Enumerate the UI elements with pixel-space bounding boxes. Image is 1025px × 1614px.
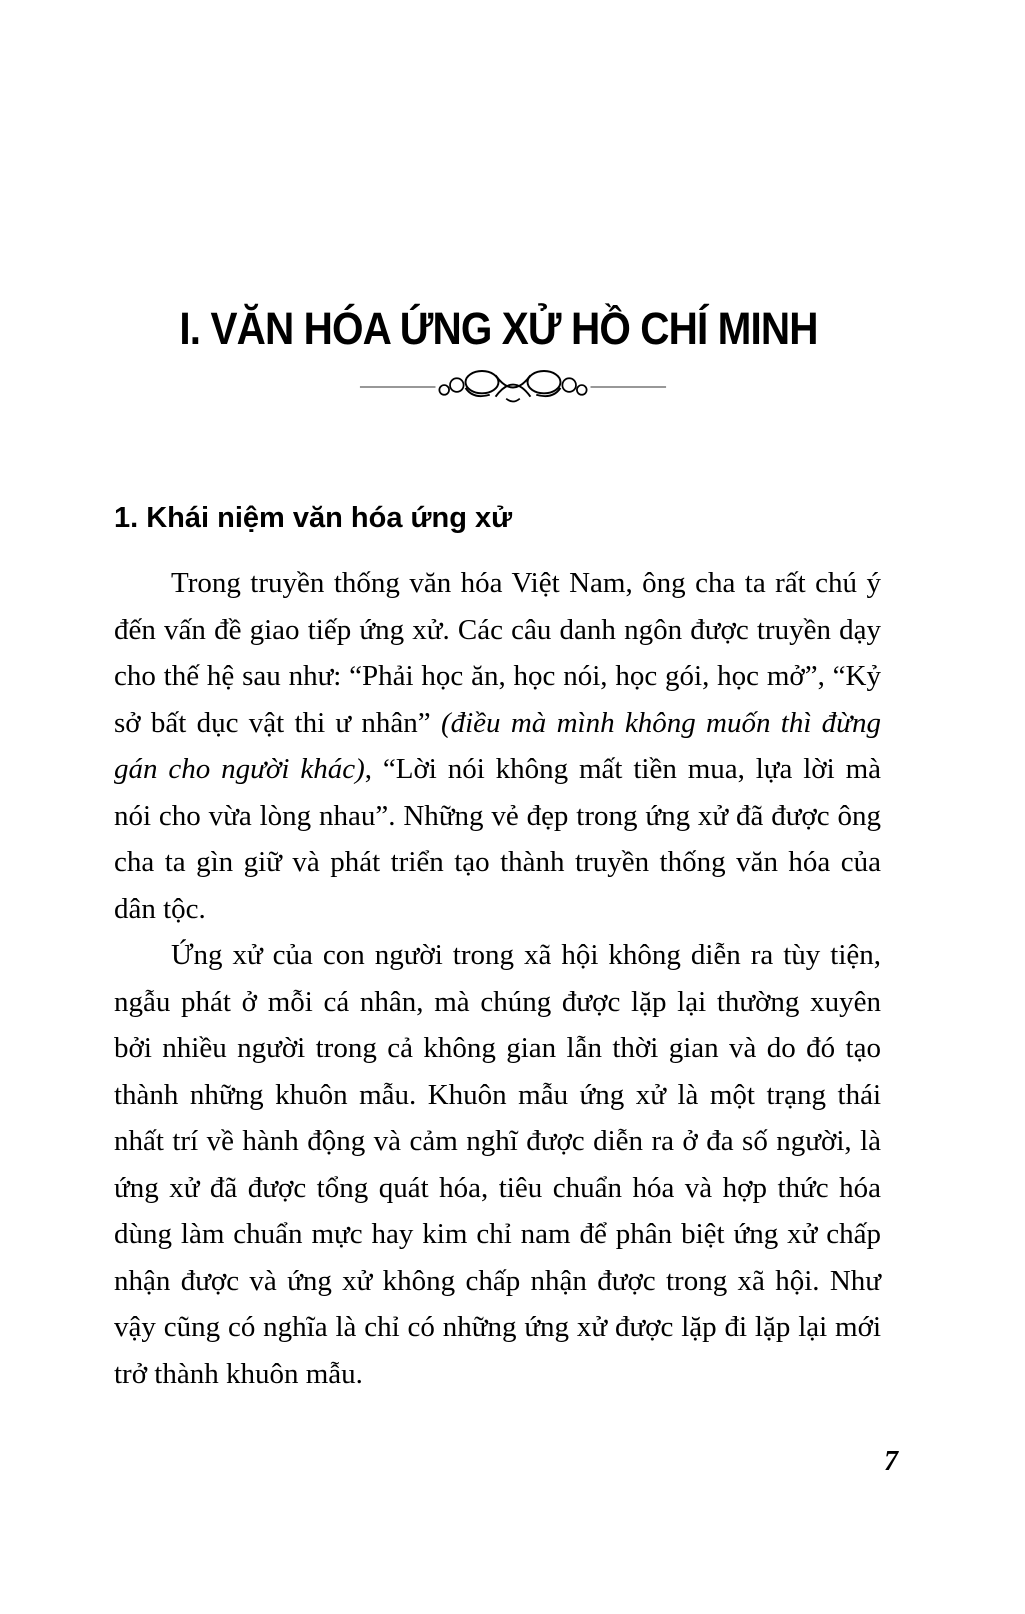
- paragraph-1-text: Trong truyền thống văn hóa Việt Nam, ông cha ta rất chú ý đến vấn đề giao tiếp ứng xử. Các câu danh ngôn được truyền dạy cho thế hệ sau như: “Phải học ăn, học nói, học gói, học mở”, “Kỷ sở bất dục vật thi ư nhân”: [114, 567, 881, 739]
- page-number: 7: [884, 1446, 898, 1477]
- body-text: [114, 560, 881, 1397]
- flourish-divider-icon: [358, 368, 668, 406]
- paragraph-2: Ứng xử của con người trong xã hội không diễn ra tùy tiện, ngẫu phát ở mỗi cá nhân, mà chúng được lặp lại thường xuyên bởi nhiều người trong cả không gian lẫn thời gian và do đó tạo thành những khuôn mẫu. Khuôn mẫu ứng xử là một trạng thái nhất trí về hành động và cảm nghĩ được diễn ra ở đa số người, là ứng xử đã được tổng quát hóa, tiêu chuẩn hóa và hợp thức hóa dùng làm chuẩn mực hay kim chỉ nam để phân biệt ứng xử chấp nhận được và ứng xử không chấp nhận được trong xã hội. Như vậy cũng có nghĩa là chỉ có những ứng xử được lặp đi lặp lại mới trở thành khuôn mẫu.: [114, 939, 881, 1390]
- section-heading: 1. Khái niệm văn hóa ứng xử: [114, 502, 513, 534]
- paragraph-1-text-cont: , “Lời nói không mất tiền mua, lựa lời mà nói cho vừa lòng nhau”. Những vẻ đẹp trong ứng xử đã được ông cha ta gìn giữ và phát triển tạo thành truyền thống văn hóa của dân tộc.: [114, 753, 881, 925]
- paragraph-1: [114, 560, 881, 932]
- divider: [0, 368, 1025, 411]
- paragraph-1-italic-gloss: (điều mà mình không muốn thì đừng gán cho người khác): [114, 706, 881, 785]
- chapter-title: I. VĂN HÓA ỨNG XỬ HỒ CHÍ MINH: [179, 303, 818, 354]
